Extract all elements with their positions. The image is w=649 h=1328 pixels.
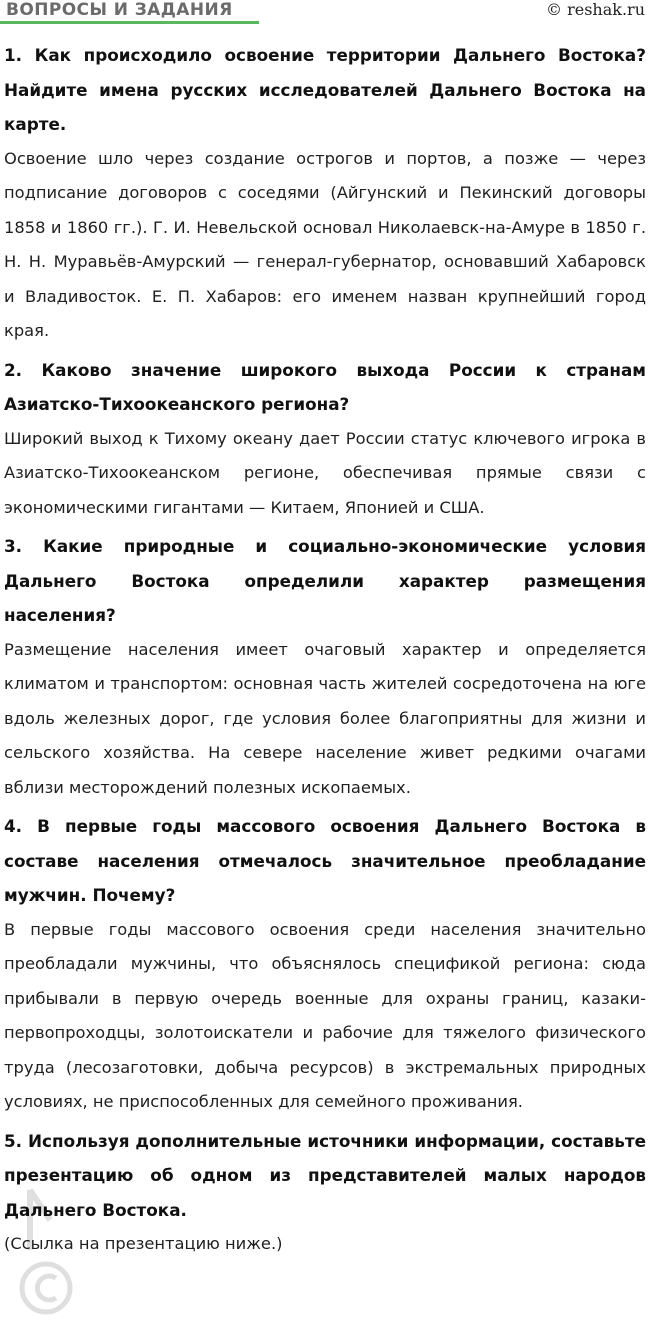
answer-4: В первые годы массового освоения среди населения значительно преобладали мужчины, что объяснялось спецификой региона: сюда прибывали в первую очередь военные для охраны границ, казаки-первопроходцы, золотоискатели и рабочие для тяжелого физического труда (лесозаготовки, добыча ресурсов) в экстремальных природных условиях, не приспособленных для семейного проживания. [4,919,646,1111]
answer-5: (Ссылка на презентацию ниже.) [4,1234,283,1253]
section-title-underline [0,21,259,24]
question-2: 2. Каково значение широкого выхода России к странам Азиатско-Тихоокеанского региона? [4,359,646,414]
copyright-label: © reshak.ru [546,0,645,19]
question-4: 4. В первые годы массового освоения Дальнего Востока в составе населения отмечалось значительное преобладание мужчин. Почему? [4,816,646,905]
answer-1: Освоение шло через создание острогов и портов, а позже — через подписание договоров с соседями (Айгунский и Пекинский договоры 1858 и 1860 гг.). Г. И. Невельской основал Николаевск-на-Амуре в 1850 г. Н. Н. Муравьёв-Амурский — генерал-губернатор, основавший Хабаровск и Владивосток. Е. П. Хабаров: его именем назван крупнейший город края. [4,148,646,340]
question-3: 3. Какие природные и социально-экономические условия Дальнего Востока определили характер размещения населения? [4,536,646,625]
questions-list [4,38,646,1266]
answer-2: Широкий выход к Тихому океану дает России статус ключевого игрока в Азиатско-Тихоокеанском регионе, обеспечивая прямые связи с экономическими гигантами — Китаем, Японией и США. [4,428,646,517]
page-header [0,0,649,32]
section-title: ВОПРОСЫ И ЗАДАНИЯ [6,0,233,20]
question-5: 5. Используя дополнительные источники информации, составьте презентацию об одном из представителей малых народов Дальнего Востока. [4,1130,646,1220]
answer-3: Размещение населения имеет очаговый характер и определяется климатом и транспортом: основная часть жителей сосредоточена на юге вдоль железных дорог, где условия более благоприятны для жизни и сельского хозяйства. На севере население живет редкими очагами вблизи месторождений полезных ископаемых. [4,639,646,797]
question-1: 1. Как происходило освоение территории Дальнего Востока? Найдите имена русских исследователей Дальнего Востока на карте. [4,45,646,134]
